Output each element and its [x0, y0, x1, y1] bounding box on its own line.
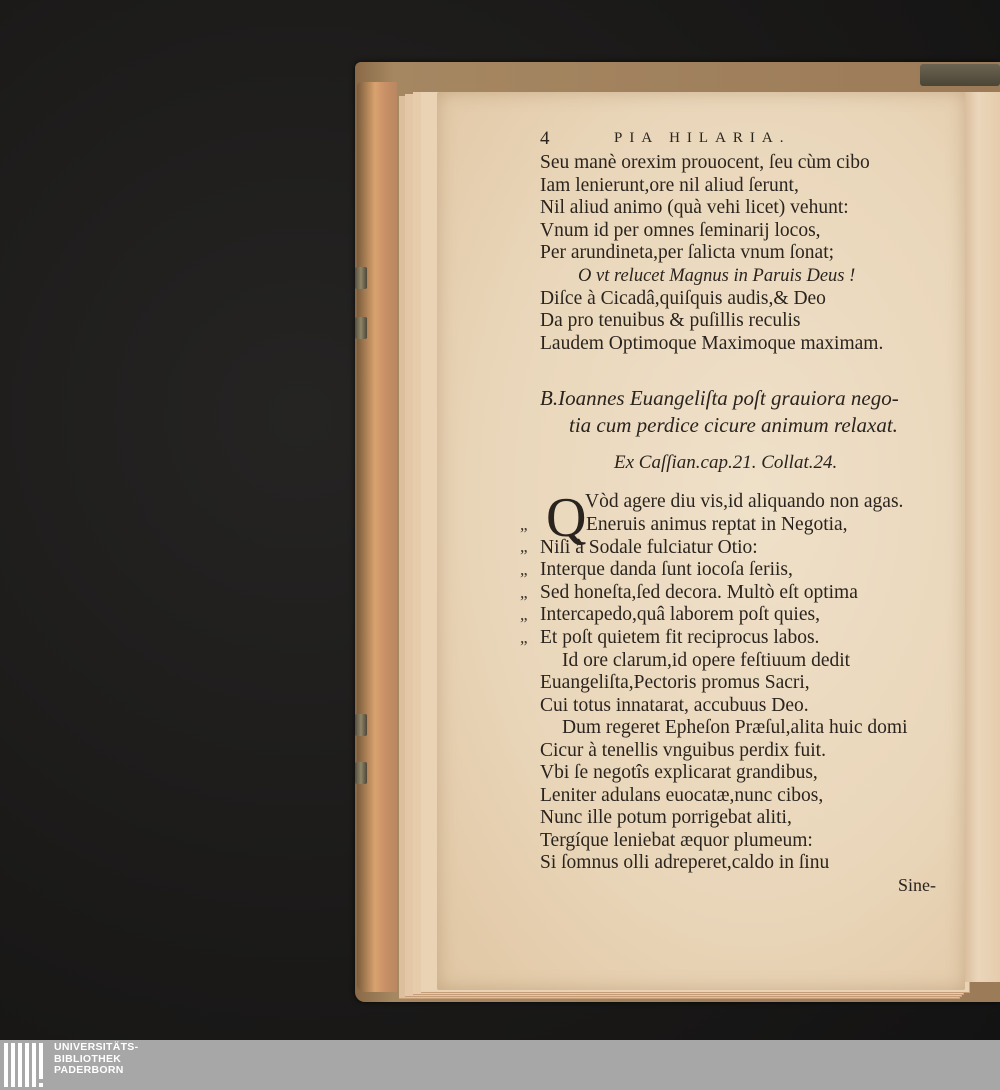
- verse-line: Vbi ſe negotîs explicarat grandibus,: [540, 762, 818, 783]
- clasp-top: [355, 317, 367, 339]
- clasp-bottom: [355, 762, 367, 784]
- clasp-bottom: [355, 714, 367, 736]
- running-title: PIA HILARIA.: [614, 130, 791, 146]
- verse-line: Cui totus innatarat, accubuus Deo.: [540, 695, 809, 716]
- page-number: 4: [540, 128, 550, 149]
- logo-line: UNIVERSITÄTS-: [54, 1041, 139, 1053]
- verse-line: Vnum id per omnes ſeminarij locos,: [540, 220, 821, 241]
- drop-cap: Q: [546, 487, 587, 549]
- verse-line: Iam lenierunt,ore nil aliud ſerunt,: [540, 175, 799, 196]
- quote-mark: „: [520, 628, 528, 647]
- verse-line: Euangeliſta,Pectoris promus Sacri,: [540, 672, 810, 693]
- logo-line: BIBLIOTHEK: [54, 1052, 122, 1065]
- book-edge: [357, 82, 397, 992]
- verse-line: Vòd agere diu vis,id aliquando non agas.: [585, 491, 904, 512]
- verse-line: Nil aliud animo (quà vehi licet) vehunt:: [540, 197, 849, 218]
- facing-page-edge: [960, 92, 1000, 982]
- quote-mark: „: [520, 560, 528, 579]
- verse-line: Da pro tenuibus & puſillis reculis: [540, 310, 801, 331]
- verse-line: Laudem Optimoque Maximoque maximam.: [540, 333, 884, 354]
- quote-mark: „: [520, 537, 528, 556]
- section-title-line: B.Ioannes Euangeliſta poſt grauiora nego-: [540, 386, 899, 410]
- verse-line: Id ore clarum,id opere feſtiuum dedit: [562, 650, 851, 671]
- quote-mark: „: [520, 515, 528, 534]
- clasp-top: [355, 267, 367, 289]
- verse-line: Si ſomnus olli adreperet,caldo in ſinu: [540, 852, 830, 873]
- catchword: Sine-: [898, 875, 936, 895]
- quote-mark: „: [520, 605, 528, 624]
- binding-band: [920, 64, 1000, 86]
- verse-line: Eneruis animus reptat in Negotia,: [586, 514, 848, 535]
- verse-line: Et poſt quietem fit reciprocus labos.: [540, 627, 820, 648]
- library-logo-icon: [4, 1043, 48, 1087]
- verse-line: Intercapedo,quâ laborem poſt quies,: [540, 604, 820, 625]
- logo-line: PADERBORN: [54, 1064, 124, 1076]
- quote-mark: „: [520, 583, 528, 602]
- source-citation: Ex Caſſian.cap.21. Collat.24.: [614, 452, 838, 473]
- verse-line: Tergíque leniebat æquor plumeum:: [540, 830, 813, 851]
- verse-line: Diſce à Cicadâ,quiſquis audis,& Deo: [540, 288, 826, 309]
- verse-line: Dum regeret Epheſon Præſul,alita huic domi: [562, 717, 908, 738]
- verse-line: Cicur à tenellis vnguibus perdix fuit.: [540, 740, 826, 761]
- verse-line: Leniter adulans euocatæ,nunc cibos,: [540, 785, 824, 806]
- verse-line: Seu manè orexim prouocent, ſeu cùm cibo: [540, 152, 870, 173]
- verse-line: Sed honeſta,ſed decora. Multò eſt optima: [540, 582, 858, 603]
- section-title-line: tia cum perdice cicure animum relaxat.: [569, 413, 898, 437]
- verse-line: Interque danda ſunt iocoſa ſeriis,: [540, 559, 793, 580]
- library-logo-text: [54, 1042, 138, 1077]
- footer-band: [0, 1040, 1000, 1090]
- verse-line-italic: O vt relucet Magnus in Paruis Deus !: [578, 266, 856, 286]
- running-header: [540, 128, 870, 152]
- verse-line: Nunc ille potum porrigebat aliti,: [540, 807, 792, 828]
- verse-line: Niſi à Sodale fulciatur Otio:: [540, 537, 758, 558]
- verse-line: Per arundineta,per ſalicta vnum ſonat;: [540, 242, 835, 263]
